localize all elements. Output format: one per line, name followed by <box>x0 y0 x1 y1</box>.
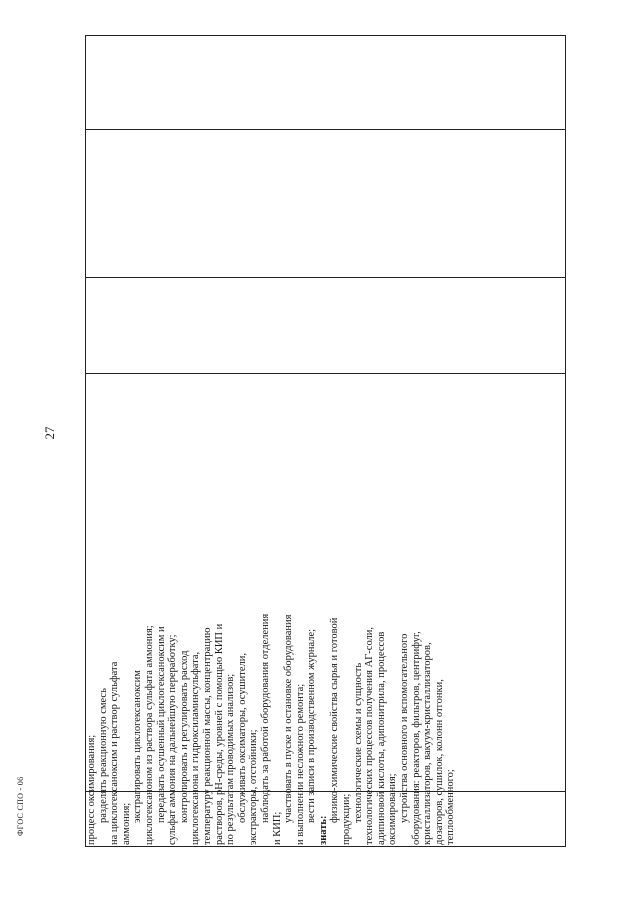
text-line: циклогексанона и гидроксиламинсульфата, <box>190 651 202 845</box>
text-line: аммония; <box>120 802 132 845</box>
text-line: обслуживать оксиматоры, осушители, <box>236 653 248 823</box>
text-line: физико-химические свойства сырья и готовой <box>329 617 341 823</box>
text-line: технологических процессов получения АГ-соли, <box>364 626 376 845</box>
page-number: 27 <box>42 426 57 440</box>
table-row-divider <box>86 129 565 130</box>
text-line: технологические схемы и сущность <box>352 662 364 823</box>
text-line: процесс оксимирования; <box>86 734 97 845</box>
text-line: продукции; <box>341 793 353 845</box>
text-line: на циклогексаноксим и раствор сульфата <box>109 661 121 845</box>
text-line: адипиновой кислоты, адипонитрила, процессов <box>375 631 387 845</box>
competency-text-cell <box>86 515 526 845</box>
text-line: сульфат аммония на дальнейшую переработку; <box>167 634 179 845</box>
text-line: наблюдать за работой оборудования отделения <box>259 613 271 823</box>
text-line: участвовать в пуске и остановке оборудования <box>283 614 295 823</box>
text-line: разделять реакционную смесь <box>97 688 109 823</box>
text-line: теплообменного; <box>445 769 457 845</box>
text-line: и КИП; <box>271 811 283 845</box>
text-line: оборудования: реакторов, фильтров, центрифуг, <box>410 631 422 845</box>
text-line: экстракторы, отстойники; <box>248 729 260 845</box>
footer-code: ФГОС СПО - 06 <box>16 776 25 836</box>
text-line: температуру реакционной массы, концентрацию <box>201 627 213 845</box>
text-line: растворов, pH-среды, уровней с помощью КИП и <box>213 623 225 845</box>
text-line: устройства основного и вспомогательного <box>399 633 411 823</box>
table-row-divider <box>86 373 565 374</box>
text-line: знать: <box>317 815 329 845</box>
text-line: экстрагировать циклогексаноксим <box>132 670 144 823</box>
text-line: вести записи в производственном журнале; <box>306 628 318 823</box>
text-line: оксимирования; <box>387 773 399 845</box>
text-line: передавать осушенный циклогексаноксим и <box>155 626 167 823</box>
text-line: дозаторов, сушилок, колонн отгонки, <box>433 679 445 845</box>
table-row-divider <box>86 277 565 278</box>
text-line: и выполнении несложного ремонта; <box>294 683 306 845</box>
text-line: циклогексаноном из раствора сульфата аммония; <box>143 625 155 845</box>
text-line: кристаллизаторов, вакуум-кристаллизаторов, <box>422 642 434 845</box>
text-line: контролировать и регулировать расход <box>178 650 190 823</box>
text-line: по результатам проводимых анализов; <box>225 673 237 845</box>
